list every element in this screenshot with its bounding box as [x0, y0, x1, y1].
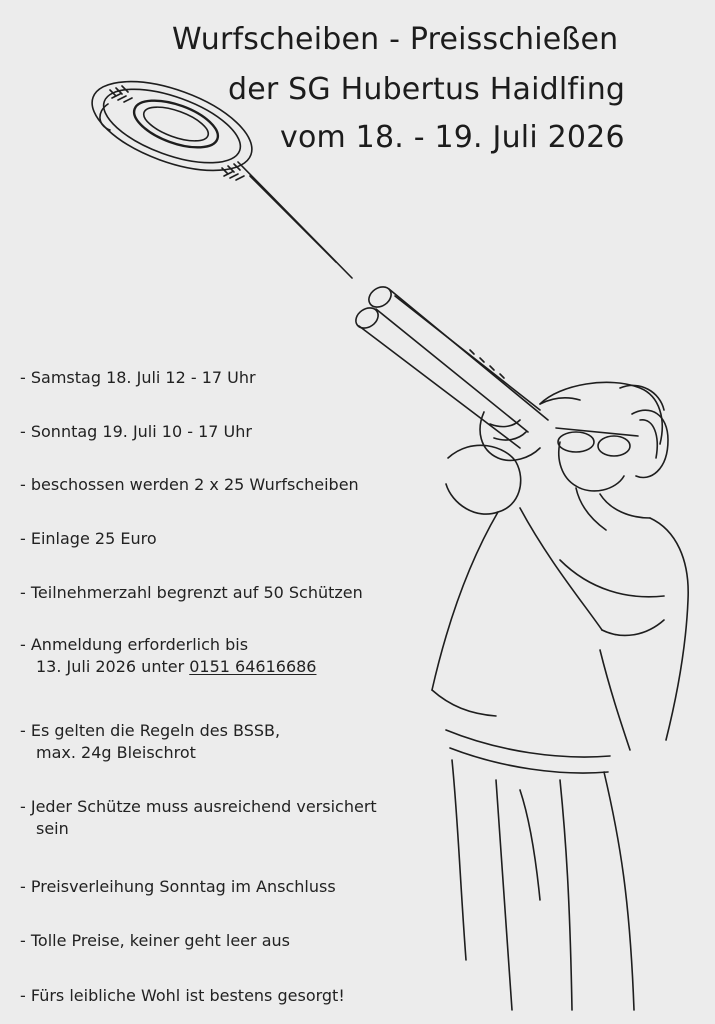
list-item-fee: - Einlage 25 Euro	[20, 529, 157, 548]
title-line-3: vom 18. - 19. Juli 2026	[280, 120, 625, 155]
phone-number-link[interactable]: 0151 64616686	[189, 657, 317, 676]
title-line-1: Wurfscheiben - Preisschießen	[172, 22, 619, 57]
list-item-sunday: - Sonntag 19. Juli 10 - 17 Uhr	[20, 422, 252, 441]
shooter-icon	[352, 283, 688, 1010]
title-line-2: der SG Hubertus Haidlfing	[228, 72, 626, 107]
list-item-award: - Preisverleihung Sonntag im Anschluss	[20, 877, 336, 896]
clay-target-icon	[81, 63, 352, 278]
list-item-prizes: - Tolle Preise, keiner geht leer aus	[20, 931, 290, 950]
list-item-targets: - beschossen werden 2 x 25 Wurfscheiben	[20, 475, 359, 494]
list-item-catering: - Fürs leibliche Wohl ist bestens gesorgt!	[20, 986, 345, 1005]
list-item-registration: - Anmeldung erforderlich bis 13. Juli 2026 unter 0151 64616686	[20, 635, 317, 676]
list-item-insurance: - Jeder Schütze muss ausreichend versichert sein	[20, 797, 377, 838]
list-item-participants: - Teilnehmerzahl begrenzt auf 50 Schützen	[20, 583, 363, 602]
list-item-rules: - Es gelten die Regeln des BSSB, max. 24g Bleischrot	[20, 721, 281, 762]
list-item-saturday: - Samstag 18. Juli 12 - 17 Uhr	[20, 368, 256, 387]
